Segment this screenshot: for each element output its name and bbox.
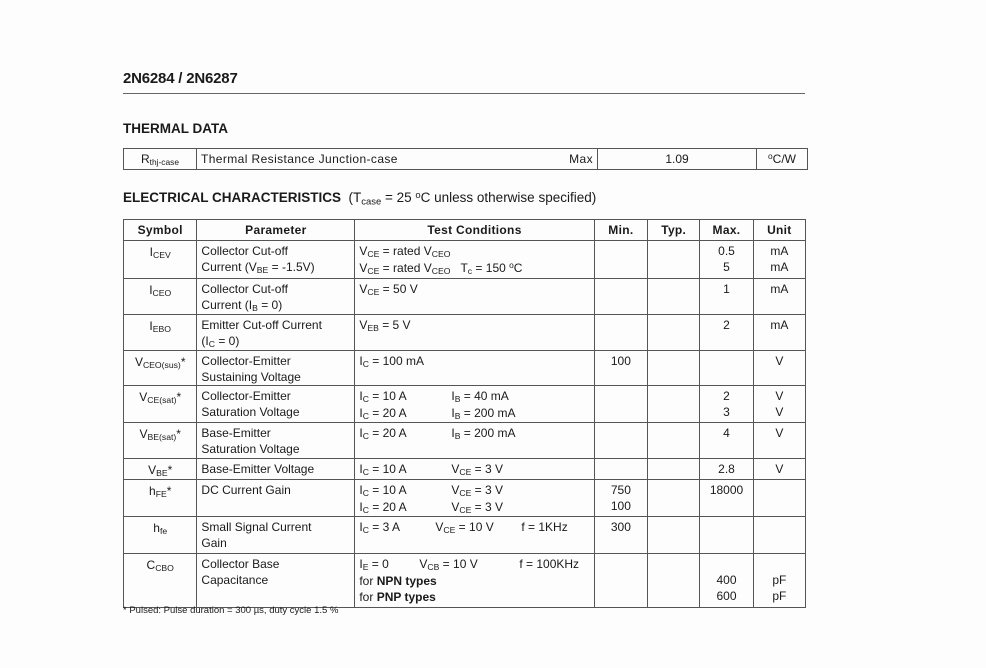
symbol-subscript: CEV [153, 249, 171, 260]
subscript: C [362, 466, 369, 477]
subscript: B [454, 430, 461, 441]
test-conditions-cell [355, 315, 594, 351]
text: I [359, 389, 363, 403]
pulsed-marker: * [166, 484, 172, 498]
parameter-cell [197, 459, 355, 480]
document-title: 2N6284 / 2N6287 [123, 70, 238, 87]
max-cell [700, 351, 753, 386]
electrical-characteristics-table [123, 219, 806, 608]
text: = 3 V [471, 500, 504, 514]
min-cell [594, 459, 647, 480]
max-cell: 2 [700, 315, 753, 351]
subscript: BE [256, 264, 269, 275]
subscript: C [362, 524, 369, 535]
parameter-cell [197, 241, 355, 279]
parameter-line: Gain [201, 536, 227, 550]
thermal-value: 1.09 [598, 149, 757, 170]
cond-mid: = 25 [381, 190, 416, 205]
condition-line [359, 589, 593, 605]
subscript: CE [443, 524, 456, 535]
symbol-cell [124, 279, 197, 315]
text: I [359, 426, 363, 440]
header-min: Min. [594, 220, 647, 241]
condition-line [359, 573, 593, 589]
condition-line [359, 317, 593, 334]
parameter-cell [197, 480, 355, 517]
text: C [513, 261, 523, 275]
parameter-line [201, 333, 354, 350]
text: = 0 [368, 557, 389, 571]
typ-cell [648, 459, 700, 480]
table-row [124, 423, 806, 459]
electrical-conditions [345, 189, 597, 208]
max-cell: 4 [700, 423, 753, 459]
electrical-heading-text: ELECTRICAL CHARACTERISTICS [123, 190, 342, 205]
unit-text: C/W [772, 152, 796, 166]
condition-line [359, 405, 593, 422]
parameter-line: Small Signal Current [201, 520, 312, 534]
cond-tail: C unless otherwise specified) [420, 190, 597, 205]
parameter-line: Collector Cut-off [201, 244, 288, 258]
test-conditions-cell [355, 423, 594, 459]
text: V [359, 318, 368, 332]
cond-sub: case [361, 196, 382, 208]
condition-part [359, 556, 419, 573]
unit: mA [770, 260, 789, 274]
text: = 40 mA [460, 389, 509, 403]
symbol: I [149, 319, 153, 333]
max-cell: 18000 [700, 480, 753, 517]
symbol-subscript: CBO [155, 562, 174, 573]
text: = 200 mA [460, 426, 516, 440]
parameter-line: Collector Base [201, 557, 280, 571]
table-header-row [124, 220, 806, 241]
subscript: E [362, 561, 369, 572]
table-row [124, 315, 806, 351]
unit-cell: mA [753, 315, 805, 351]
unit-cell [753, 554, 805, 608]
text: V [451, 462, 460, 476]
text: V [451, 483, 460, 497]
subscript: C [362, 487, 369, 498]
symbol-main: R [141, 152, 150, 166]
text: = -1.5V) [268, 260, 315, 274]
typ-cell [648, 386, 700, 423]
unit-cell [753, 386, 805, 423]
parameter-cell [197, 279, 355, 315]
text: = 3 A [368, 520, 400, 534]
test-conditions-cell [355, 351, 594, 386]
text: = 20 A [368, 500, 407, 514]
title-divider [123, 93, 805, 94]
text: for [359, 574, 377, 588]
min-value: 100 [610, 499, 631, 513]
symbol-cell [124, 517, 197, 554]
parameter-cell [197, 554, 355, 608]
unit-cell: V [753, 423, 805, 459]
superscript: o [509, 260, 514, 271]
symbol-subscript: BE(sat) [147, 431, 177, 442]
thermal-row [124, 149, 808, 170]
pnp-types: PNP types [376, 590, 436, 604]
condition-line [359, 482, 593, 499]
condition-line [359, 461, 593, 478]
max-value: 3 [723, 405, 730, 419]
header-typ: Typ. [648, 220, 700, 241]
subscript: C [208, 338, 215, 349]
text: V [359, 282, 368, 296]
min-cell [594, 423, 647, 459]
parameter-line: Collector Cut-off [201, 282, 288, 296]
text: for [359, 590, 377, 604]
condition-line [359, 243, 593, 260]
test-conditions-cell [355, 241, 594, 279]
condition-line [359, 281, 593, 298]
parameter-line: Saturation Voltage [201, 442, 300, 456]
max-cell: 1 [700, 279, 753, 315]
min-cell [594, 241, 647, 279]
test-conditions-cell [355, 480, 594, 517]
subscript: B [454, 410, 461, 421]
text: = 3 V [471, 483, 504, 497]
text: = rated V [379, 244, 432, 258]
condition-line [359, 519, 593, 536]
npn-types: NPN types [376, 574, 437, 588]
table-row [124, 517, 806, 554]
condition-line [359, 388, 593, 405]
symbol-cell [124, 351, 197, 386]
thermal-symbol [124, 149, 197, 170]
unit-cell [753, 517, 805, 554]
condition-part [359, 425, 451, 442]
condition-part [451, 461, 593, 478]
typ-cell [648, 279, 700, 315]
condition-line [359, 499, 593, 516]
unit: V [775, 389, 784, 403]
parameter-line: Collector-Emitter [201, 389, 291, 403]
header-symbol: Symbol [124, 220, 197, 241]
text: I [359, 462, 363, 476]
subscript: C [362, 393, 369, 404]
symbol-subscript: FE [155, 488, 167, 499]
symbol-subscript: thj-case [149, 157, 179, 168]
text: (I [201, 334, 209, 348]
electrical-characteristics-heading [123, 189, 597, 208]
thermal-description: Thermal Resistance Junction-case [201, 152, 398, 166]
parameter-line [201, 259, 354, 276]
table-row [124, 480, 806, 517]
subscript: CEO [431, 248, 451, 259]
subscript: c [467, 265, 473, 276]
typ-cell [648, 480, 700, 517]
text: I [359, 483, 363, 497]
text: = 10 V [455, 520, 494, 534]
symbol-subscript: CEO [152, 287, 172, 298]
text: V [435, 520, 444, 534]
parameter-cell [197, 351, 355, 386]
parameter-line: Base-Emitter [201, 426, 271, 440]
max-value: 0.5 [718, 244, 735, 258]
parameter-line [201, 297, 354, 314]
subscript: CE [459, 466, 472, 477]
pulsed-marker: * [180, 355, 186, 369]
header-max: Max. [700, 220, 753, 241]
parameter-line: Base-Emitter Voltage [201, 462, 315, 476]
symbol: V [148, 463, 157, 477]
symbol-cell [124, 386, 197, 423]
text: Current (V [201, 260, 257, 274]
max-value: 400 [716, 573, 737, 587]
subscript: C [362, 410, 369, 421]
subscript: CE [459, 487, 472, 498]
max-cell [700, 241, 753, 279]
thermal-data-heading: THERMAL DATA [123, 121, 228, 136]
table-row [124, 459, 806, 480]
test-conditions-cell [355, 554, 594, 608]
condition-part [359, 461, 451, 478]
thermal-data-table [123, 148, 808, 170]
text: V [359, 244, 368, 258]
symbol-cell [124, 480, 197, 517]
condition-part [451, 405, 593, 422]
unit-cell: mA [753, 279, 805, 315]
test-conditions-cell [355, 517, 594, 554]
parameter-line: Emitter Cut-off Current [201, 318, 322, 332]
condition-part [359, 519, 435, 536]
min-cell: 300 [594, 517, 647, 554]
subscript: CEO [431, 265, 451, 276]
symbol: V [139, 427, 148, 441]
typ-cell [648, 423, 700, 459]
condition-line [359, 260, 593, 277]
thermal-qualifier: Max [569, 152, 593, 166]
text: = 100 mA [368, 354, 424, 368]
symbol-cell [124, 241, 197, 279]
subscript: EB [367, 322, 379, 333]
text: V [419, 557, 428, 571]
symbol: V [134, 355, 143, 369]
table-row [124, 386, 806, 423]
thermal-unit [757, 149, 808, 170]
header-parameter: Parameter [197, 220, 355, 241]
typ-cell [648, 517, 700, 554]
min-cell [594, 315, 647, 351]
table-row [124, 554, 806, 608]
symbol-cell [124, 423, 197, 459]
condition-part [451, 425, 593, 442]
condition-part [359, 405, 451, 422]
condition-line [359, 425, 593, 442]
min-cell [594, 480, 647, 517]
condition-part [359, 482, 451, 499]
cond-open: (T [348, 190, 362, 205]
table-row [124, 241, 806, 279]
min-cell [594, 554, 647, 608]
unit-cell: V [753, 351, 805, 386]
subscript: CE [459, 504, 472, 515]
text: I [359, 520, 363, 534]
condition-part: f = 1KHz [521, 520, 568, 534]
text: = rated V [379, 261, 432, 275]
text: = 10 V [439, 557, 478, 571]
text: T [460, 261, 468, 275]
condition-part [451, 499, 593, 516]
unit-cell: V [753, 459, 805, 480]
text: = 0) [257, 298, 283, 312]
text: I [451, 426, 455, 440]
symbol-subscript: EBO [152, 323, 171, 334]
table-row [124, 351, 806, 386]
header-unit: Unit [753, 220, 805, 241]
text: V [359, 261, 368, 275]
symbol-subscript: BE [156, 467, 168, 478]
text: = 150 [472, 261, 510, 275]
test-conditions-cell [355, 386, 594, 423]
parameter-cell [197, 386, 355, 423]
max-cell [700, 386, 753, 423]
symbol-subscript: CEO(sus) [142, 359, 181, 370]
subscript: CE [367, 265, 380, 276]
symbol: I [149, 245, 154, 259]
subscript: C [362, 504, 369, 515]
text: I [359, 354, 363, 368]
typ-cell [648, 554, 700, 608]
parameter-line: Capacitance [201, 573, 269, 587]
subscript: CB [427, 561, 440, 572]
parameter-line: DC Current Gain [201, 483, 291, 497]
text: I [451, 406, 455, 420]
parameter-line: Collector-Emitter [201, 354, 291, 368]
pulsed-marker: * [167, 463, 173, 477]
symbol-subscript: fe [159, 525, 168, 536]
subscript: CE [367, 248, 380, 259]
parameter-cell [197, 517, 355, 554]
symbol: h [149, 484, 156, 498]
condition-part: f = 100KHz [519, 557, 580, 571]
max-value: 2 [723, 389, 730, 403]
subscript: B [252, 302, 258, 313]
text: I [359, 500, 363, 514]
unit: V [775, 405, 784, 419]
min-cell [594, 279, 647, 315]
typ-cell [648, 351, 700, 386]
condition-part [359, 499, 451, 516]
footnote-pulsed: * Pulsed: Pulse duration = 300 µs, duty cycle 1.5 % [123, 605, 339, 616]
condition-part [419, 556, 519, 573]
parameter-cell [197, 423, 355, 459]
symbol-cell [124, 554, 197, 608]
min-cell: 100 [594, 351, 647, 386]
unit-cell [753, 480, 805, 517]
cond-sup: o [415, 189, 421, 201]
pulsed-marker: * [176, 390, 182, 404]
min-value: 750 [610, 483, 631, 497]
subscript: C [362, 430, 369, 441]
text: = 10 A [368, 462, 407, 476]
symbol: h [153, 521, 160, 535]
text: = 20 A [368, 406, 407, 420]
symbol-cell [124, 459, 197, 480]
test-conditions-cell [355, 279, 594, 315]
condition-part [451, 388, 593, 405]
text: Current (I [201, 298, 253, 312]
max-value: 600 [716, 589, 737, 603]
min-cell [594, 386, 647, 423]
condition-part [359, 388, 451, 405]
unit: mA [770, 244, 789, 258]
unit: pF [772, 573, 787, 587]
test-conditions-cell [355, 459, 594, 480]
text: V [451, 500, 460, 514]
max-cell: 2.8 [700, 459, 753, 480]
unit: pF [772, 589, 787, 603]
symbol: I [149, 283, 153, 297]
subscript: B [454, 393, 461, 404]
parameter-line: Saturation Voltage [201, 405, 300, 419]
max-cell [700, 554, 753, 608]
text: = 3 V [471, 462, 504, 476]
typ-cell [648, 241, 700, 279]
symbol-cell [124, 315, 197, 351]
parameter-cell [197, 315, 355, 351]
text: I [359, 406, 363, 420]
symbol-subscript: CE(sat) [147, 394, 177, 405]
text: = 50 V [379, 282, 418, 296]
degree-sup: o [768, 151, 773, 162]
table-row [124, 279, 806, 315]
symbol: C [146, 558, 156, 572]
subscript: C [362, 358, 369, 369]
parameter-line: Sustaining Voltage [201, 370, 301, 384]
text: = 200 mA [460, 406, 516, 420]
max-cell [700, 517, 753, 554]
thermal-description-cell [197, 149, 598, 170]
condition-line [359, 556, 593, 573]
subscript: CE [367, 286, 380, 297]
text: = 20 A [368, 426, 407, 440]
typ-cell [648, 315, 700, 351]
unit-cell [753, 241, 805, 279]
text: = 0) [215, 334, 240, 348]
condition-part [451, 482, 593, 499]
header-test-conditions: Test Conditions [355, 220, 594, 241]
text: I [451, 389, 455, 403]
condition-part [435, 519, 521, 536]
max-value: 5 [723, 260, 730, 274]
text: I [359, 557, 363, 571]
condition-line [359, 353, 593, 370]
symbol: V [139, 390, 148, 404]
text: = 10 A [368, 483, 407, 497]
text: = 10 A [368, 389, 407, 403]
text: = 5 V [378, 318, 411, 332]
pulsed-marker: * [176, 427, 181, 441]
